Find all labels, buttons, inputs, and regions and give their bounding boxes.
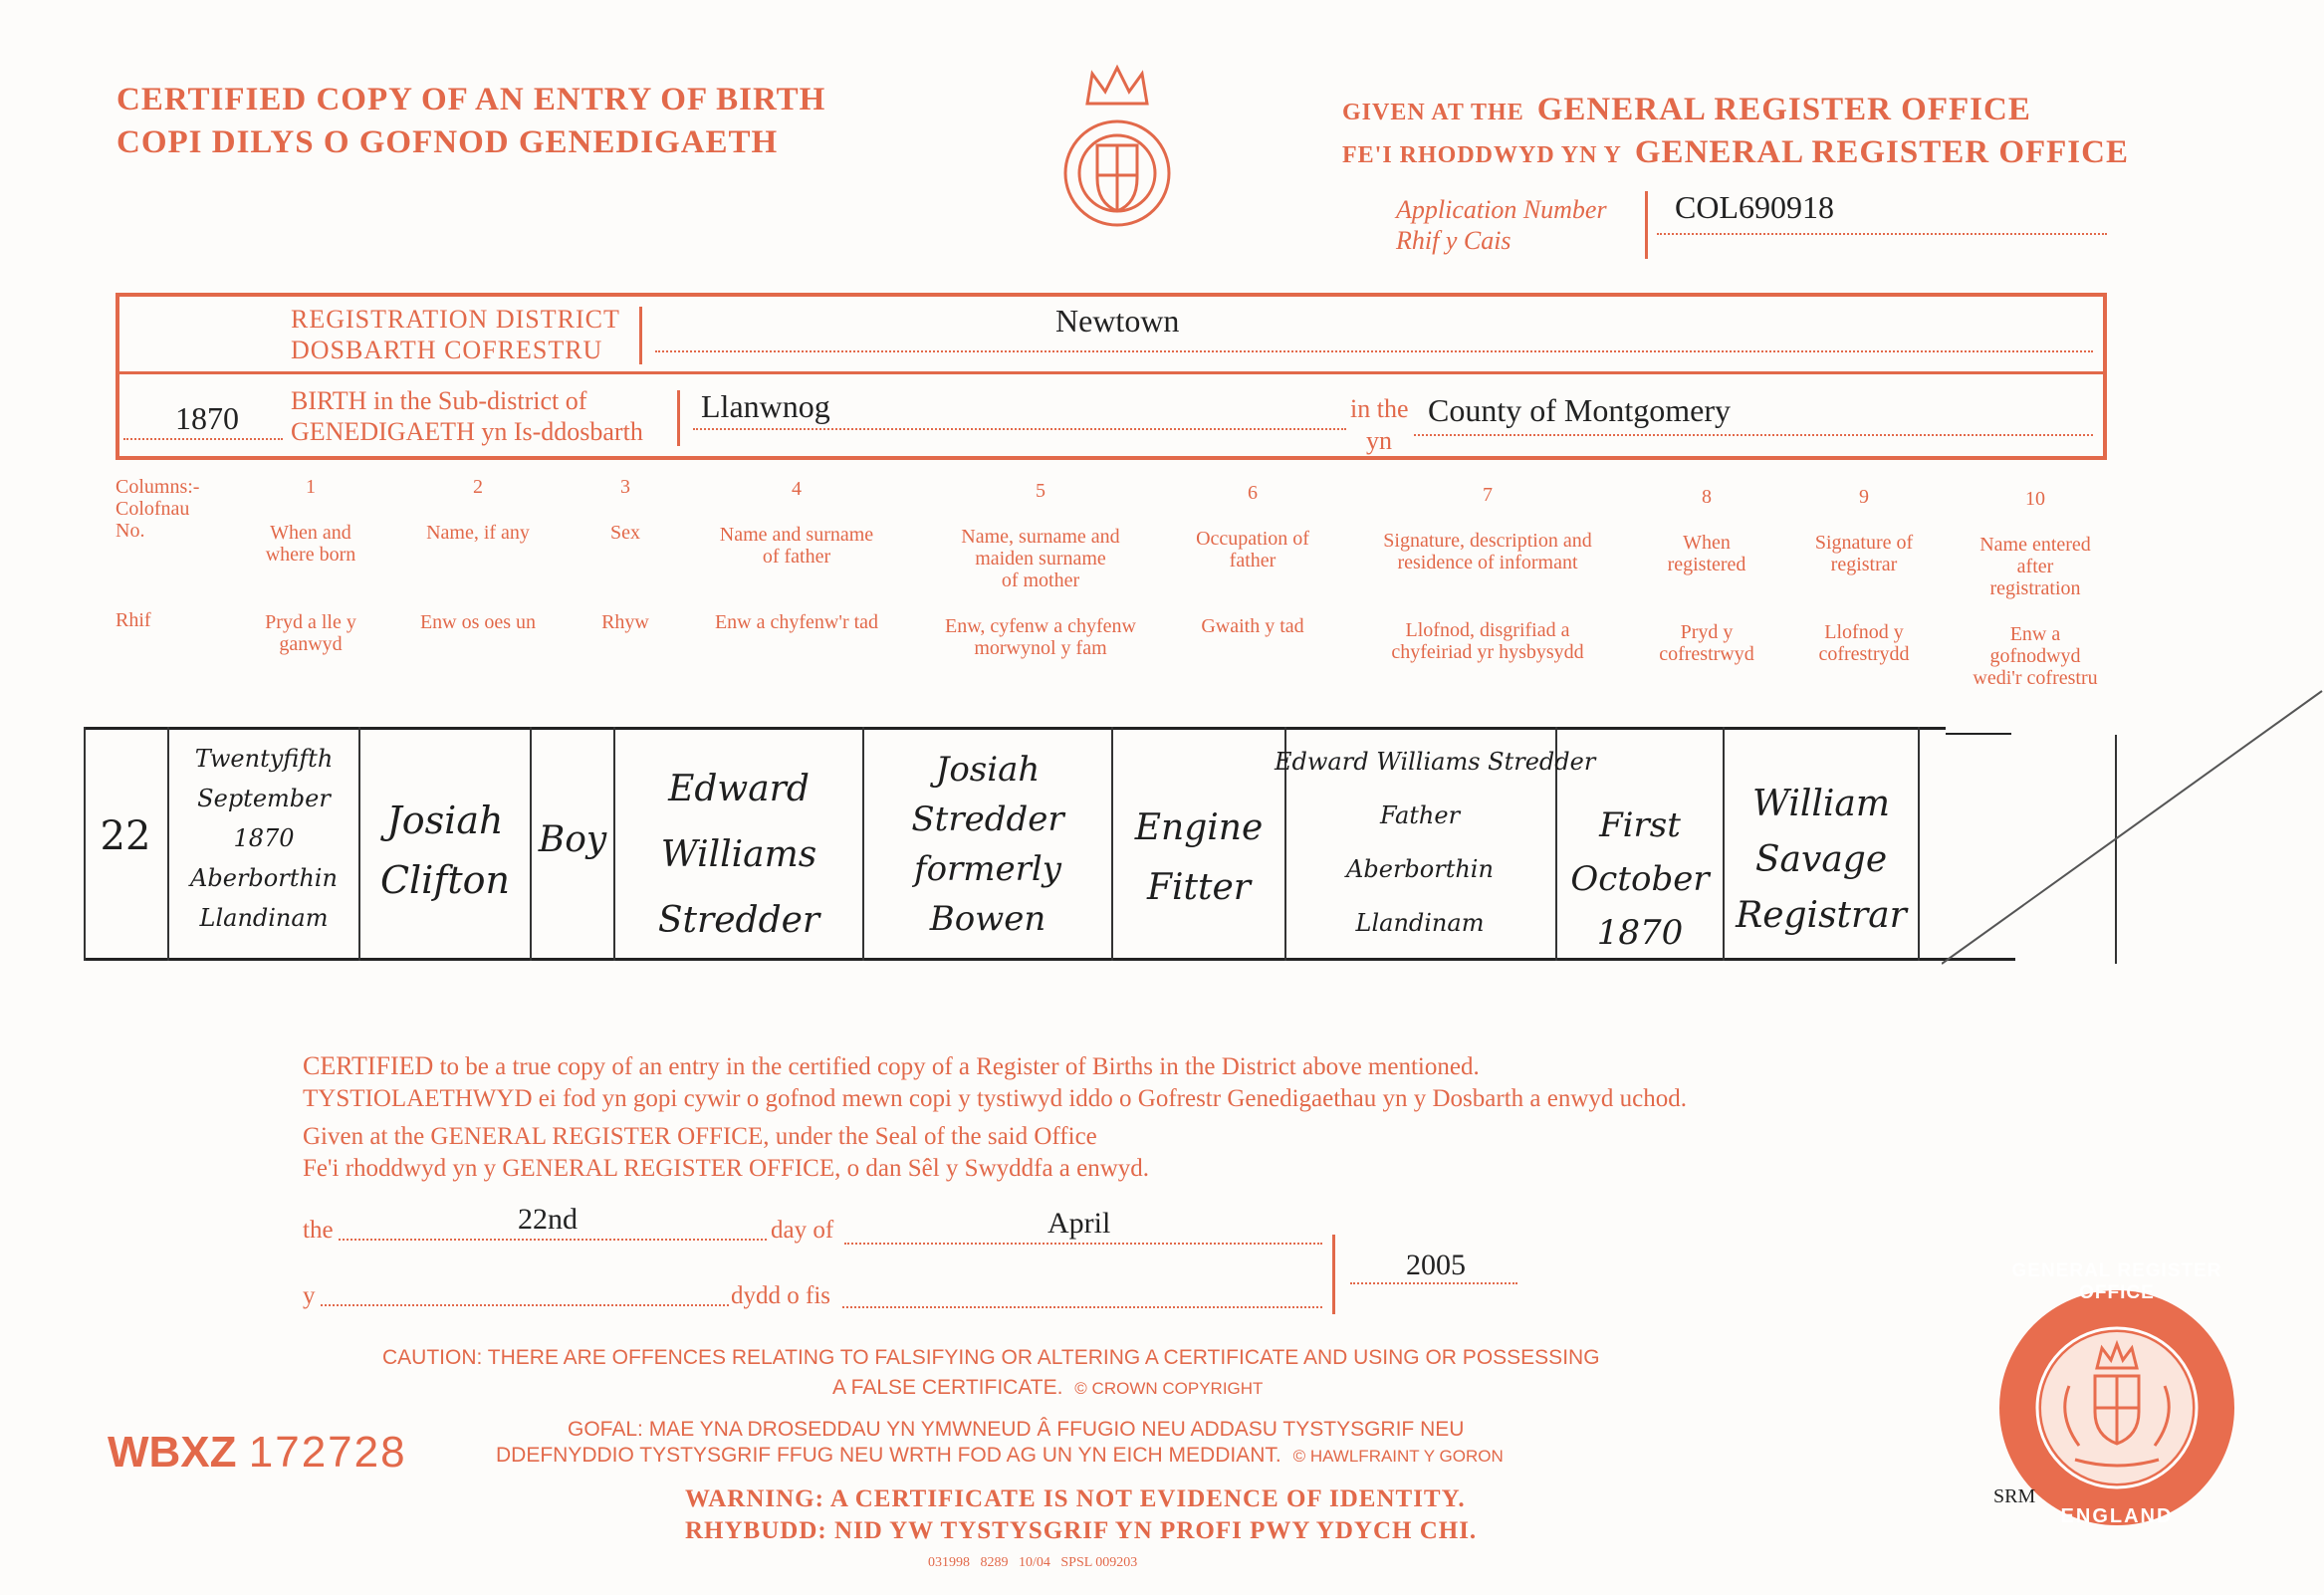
birth-year: 1870 [175, 400, 239, 436]
county-dots [1414, 434, 2093, 436]
application-number: COL690918 [1675, 189, 1834, 225]
year-dots [123, 438, 283, 440]
sub-district-value: Llanwnog [701, 388, 830, 424]
entry-registrar: William Savage Registrar [1736, 784, 1907, 936]
date-day: 22nd [518, 1203, 578, 1236]
col-4-en: Name and surname of father [719, 524, 874, 568]
footer-code: 031998 8289 10/04 SPSL 009203 [928, 1555, 1138, 1570]
given-seal-en: Given at the GENERAL REGISTER OFFICE, under the Seal of the said Office [303, 1123, 1097, 1150]
col-9-en: Signature of registrar [1814, 532, 1914, 575]
col-8-cy: Pryd y cofrestrwyd [1659, 621, 1754, 665]
seal-ring-text: GENERAL REGISTER OFFICE [2011, 1260, 2222, 1303]
sub-district-label-en: BIRTH in the Sub-district of [291, 386, 587, 415]
col-1-num: 1 [306, 476, 316, 498]
caution-en-1: CAUTION: THERE ARE OFFENCES RELATING TO FALSIFYING OR ALTERING A CERTIFICATE AND USING OR POSSESSING [382, 1346, 1600, 1369]
application-label-cy: Rhif y Cais [1396, 226, 1511, 255]
given-seal-cy: Fe'i rhoddwyd yn y GENERAL REGISTER OFFICE, o dan Sêl y Swyddfa a enwyd. [303, 1155, 1150, 1182]
entry-mother: Josiah Stredder formerly Bowen [911, 750, 1064, 939]
col-0-cy: Rhif [116, 609, 151, 631]
district-label-cy: DOSBARTH COFRESTRU [291, 336, 603, 364]
col-3-num: 3 [620, 476, 630, 498]
warning-en: WARNING: A CERTIFICATE IS NOT EVIDENCE OF IDENTITY. [685, 1485, 1466, 1512]
col-8-en: When registered [1667, 532, 1746, 575]
col-9-cy: Llofnod y cofrestrydd [1818, 621, 1910, 665]
col-5-en: Name, surname and maiden surname of mother [961, 526, 1120, 591]
date-fis-dots [842, 1306, 1322, 1308]
date-year-dots [1350, 1282, 1517, 1284]
application-label-en: Application Number [1396, 195, 1607, 224]
district-divider [119, 371, 2103, 374]
col-5-num: 5 [1036, 480, 1046, 502]
col-6-num: 6 [1248, 482, 1258, 504]
county-label-en: in the [1350, 394, 1409, 423]
given-at-cy: FE'I RHODDWYD YN Y GENERAL REGISTER OFFICE [1342, 134, 2129, 170]
entry-name: Josiah Clifton [379, 798, 511, 902]
district-value: Newtown [1055, 303, 1180, 339]
col-8-num: 8 [1702, 486, 1712, 508]
seal-bottom-text: ENGLAND [2060, 1505, 2174, 1527]
date-the: the [303, 1217, 334, 1244]
date-day-of: day of [771, 1217, 834, 1244]
date-day-dots [339, 1239, 767, 1241]
date-year: 2005 [1406, 1249, 1466, 1281]
entry-father: Edward Williams Stredder [657, 769, 820, 941]
title-en: CERTIFIED COPY OF AN ENTRY OF BIRTH [116, 82, 826, 117]
certified-en: CERTIFIED to be a true copy of an entry in the certified copy of a Register of Births in the District above mentioned. [303, 1051, 1480, 1080]
col-7-cy: Llofnod, disgrifiad a chyfeiriad yr hysbysydd [1391, 619, 1584, 663]
caution-en-2: A FALSE CERTIFICATE. © CROWN COPYRIGHT [832, 1376, 1264, 1399]
application-dots [1657, 233, 2107, 235]
col-1-cy: Pryd a lle y ganwyd [265, 611, 356, 655]
col-6-en: Occupation of father [1196, 528, 1309, 571]
col-3-cy: Rhyw [601, 611, 649, 633]
entry-top-border [84, 727, 1946, 730]
royal-crest-icon [1057, 64, 1177, 253]
certified-cy: TYSTIOLAETHWYD ei fod yn gopi cywir o gofnod mewn copi y tystiwyd iddo o Gofrestr Genedigaethau yn y Dosbarth a enwyd uchod. [303, 1085, 1687, 1112]
col-9-num: 9 [1859, 486, 1869, 508]
col-2-en: Name, if any [426, 522, 530, 544]
serial-number: WBXZ 172728 [108, 1428, 407, 1477]
county-value: County of Montgomery [1428, 392, 1731, 428]
entry-occupation: Engine Fitter [1134, 807, 1264, 908]
col-7-num: 7 [1483, 484, 1493, 506]
col-5-cy: Enw, cyfenw a chyfenw morwynol y fam [945, 615, 1136, 659]
col-2-cy: Enw os oes un [419, 611, 537, 633]
date-y: y [303, 1282, 316, 1309]
col-6-cy: Gwaith y tad [1201, 615, 1304, 637]
col-4-num: 4 [792, 478, 802, 500]
seal-initials: SRM [1993, 1485, 2036, 1507]
county-label-cy: yn [1366, 426, 1392, 455]
caution-cy-2: DDEFNYDDIO TYSTYSGRIF FFUG NEU WRTH FOD AG UN YN EICH MEDDIANT. © HAWLFRAINT Y GORON [496, 1444, 1504, 1467]
entry-sex: Boy [538, 819, 607, 860]
sub-district-label-cy: GENEDIGAETH yn Is-ddosbarth [291, 417, 643, 446]
entry-row [84, 727, 2115, 966]
entry-informant: Edward Williams Stredder Father Aberborthin Llandinam [1275, 748, 1596, 937]
entry-when-where: Twentyfifth September 1870 Aberborthin Llandinam [190, 745, 338, 932]
entry-number: 22 [100, 813, 151, 859]
warning-cy: RHYBUDD: NID YW TYSTYSGRIF YN PROFI PWY YDYCH CHI. [685, 1517, 1478, 1544]
col-3-en: Sex [610, 522, 640, 544]
entry-bottom-border [84, 958, 2015, 961]
cancel-diagonal-line [1942, 687, 2324, 966]
sub-district-brace [677, 390, 684, 446]
col-10-num: 10 [2025, 488, 2045, 510]
date-y-dots [321, 1304, 729, 1306]
caution-cy-1: GOFAL: MAE YNA DROSEDDAU YN YMWNEUD Â FFUGIO NEU ADDASU TYSTYSGRIF NEU [568, 1418, 1465, 1441]
col-10-en: Name entered after registration [1979, 534, 2091, 599]
application-brace [1645, 191, 1652, 259]
district-brace [639, 307, 646, 364]
date-dydd-o-fis: dydd o fis [731, 1282, 830, 1309]
gro-seal [1997, 1256, 2236, 1559]
date-month: April [1047, 1207, 1111, 1240]
date-brace [1332, 1235, 1341, 1314]
district-label-en: REGISTRATION DISTRICT [291, 305, 620, 334]
entry-registered: First October 1870 [1570, 805, 1710, 953]
given-at-en: GIVEN AT THE GENERAL REGISTER OFFICE [1342, 92, 2031, 127]
col-7-en: Signature, description and residence of informant [1383, 530, 1592, 573]
title-cy: COPI DILYS O GOFNOD GENEDIGAETH [116, 124, 779, 160]
col-0-num: Columns:- Colofnau No. [116, 476, 200, 542]
col-4-cy: Enw a chyfenw'r tad [714, 611, 879, 633]
entry-vline-10 [1918, 727, 1920, 961]
district-dots [655, 350, 2093, 352]
sub-district-dots [693, 428, 1346, 430]
col-2-num: 2 [473, 476, 483, 498]
col-10-cy: Enw a gofnodwyd wedi'r cofrestru [1973, 623, 2098, 689]
col-1-en: When and where born [265, 522, 356, 566]
date-month-dots [844, 1243, 1322, 1245]
